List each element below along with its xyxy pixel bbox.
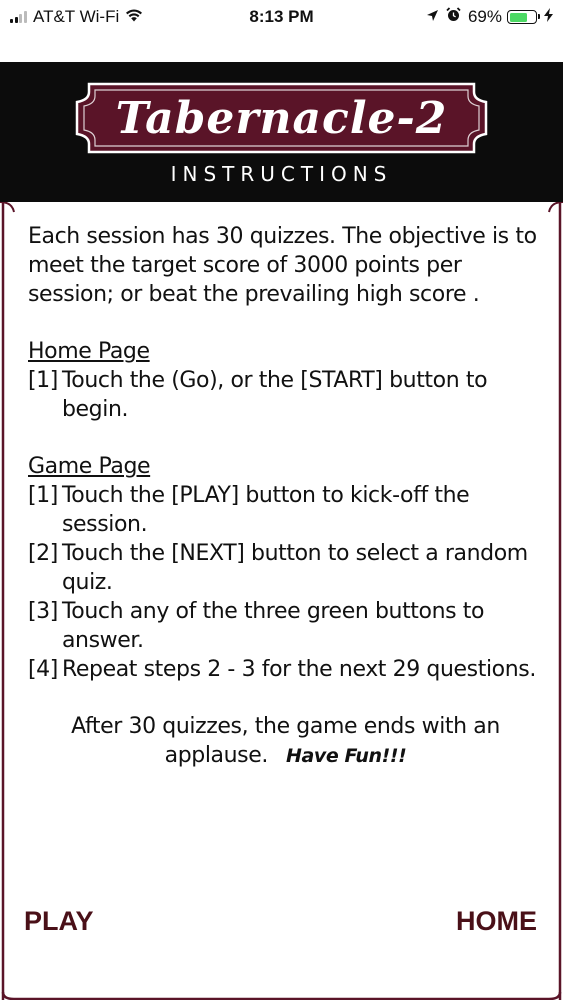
step-number: [1] [28, 483, 58, 508]
status-right [419, 7, 553, 27]
step-number: [3] [28, 599, 58, 624]
battery-percent: 69% [467, 7, 502, 26]
closing-message: After 30 quizzes, the game ends with an applause. [71, 714, 500, 768]
step-text: Touch the [PLAY] button to kick-off the session. [61, 483, 470, 537]
game-step-1 [28, 481, 543, 539]
step-text: Touch the [NEXT] button to select a random quiz. [61, 541, 528, 595]
status-time: 8:13 PM [249, 7, 314, 26]
game-step-4 [28, 655, 543, 684]
status-bar [0, 0, 563, 34]
step-text: Touch the (Go), or the [START] button to begin. [61, 368, 488, 422]
game-step-3 [28, 597, 543, 655]
closing-text [28, 712, 543, 771]
game-step-2 [28, 539, 543, 597]
location-arrow-icon [426, 7, 439, 27]
game-page-heading: Game Page [28, 454, 151, 479]
step-number: [4] [28, 657, 58, 682]
step-text: Repeat steps 2 - 3 for the next 29 questions. [61, 657, 536, 682]
charging-bolt-icon [544, 7, 553, 27]
intro-text: Each session has 30 quizzes. The objective is to meet the target score of 3000 points per session; or beat the prevailing high score . [28, 224, 537, 307]
play-button[interactable]: PLAY [24, 906, 94, 936]
step-number: [1] [28, 368, 58, 393]
battery-icon [507, 10, 537, 24]
home-button[interactable]: HOME [456, 906, 537, 936]
page-title: INSTRUCTIONS [170, 162, 393, 186]
home-page-heading: Home Page [28, 339, 150, 364]
step-text: Touch any of the three green buttons to answer. [61, 599, 485, 653]
battery-fill [510, 13, 527, 22]
step-number: [2] [28, 541, 58, 566]
app-title: Tabernacle-2 [115, 92, 448, 144]
instructions-body [28, 222, 543, 793]
carrier-label: AT&T Wi-Fi [33, 7, 120, 26]
alarm-clock-icon [446, 7, 461, 27]
home-step-1 [28, 366, 543, 424]
header [0, 62, 563, 202]
have-fun-text: Have Fun!!! [285, 745, 407, 767]
